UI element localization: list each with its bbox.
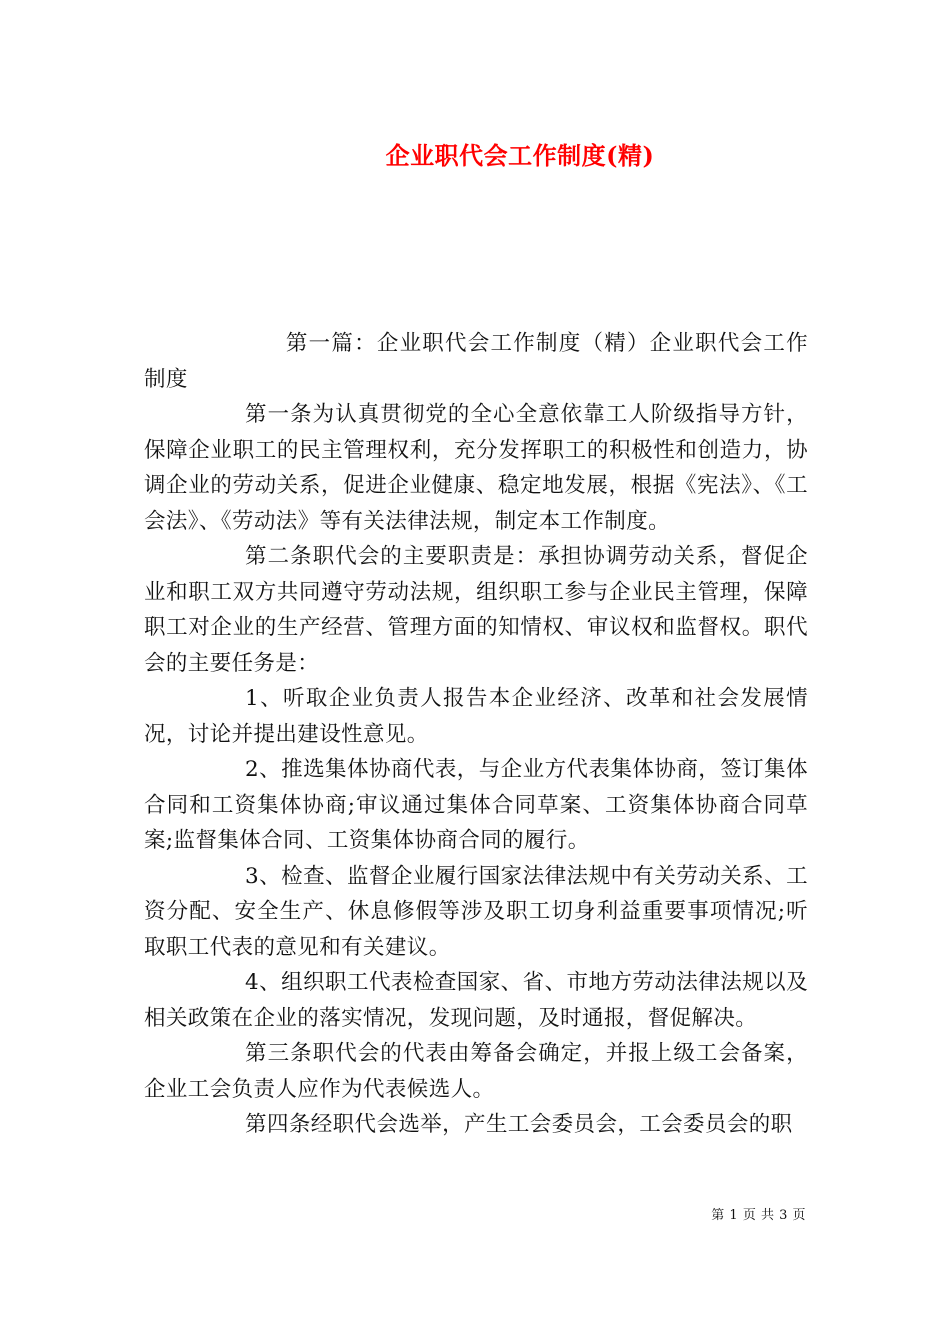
- paragraph-item-1: 1、听取企业负责人报告本企业经济、改革和社会发展情况，讨论并提出建设性意见。: [144, 686, 808, 747]
- paragraph-heading: 第一篇：企业职代会工作制度（精）企业职代会工作制度: [144, 331, 808, 392]
- paragraph-item-3: 3、检查、监督企业履行国家法律法规中有关劳动关系、工资分配、安全生产、休息修假等涉及职工切身利益重要事项情况;听取职工代表的意见和有关建议。: [144, 863, 808, 960]
- paragraph-article-2: 第二条职代会的主要职责是：承担协调劳动关系，督促企业和职工双方共同遵守劳动法规，组织职工参与企业民主管理，保障职工对企业的生产经营、管理方面的知情权、审议权和监督权。职代会的主要任务是：: [144, 544, 808, 676]
- paragraph-article-1: 第一条为认真贯彻党的全心全意依靠工人阶级指导方针，保障企业职工的民主管理权利，充分发挥职工的积极性和创造力，协调企业的劳动关系，促进企业健康、稳定地发展，根据《宪法》、《工会法》、《劳动法》等有关法律法规，制定本工作制度。: [144, 402, 808, 534]
- page-number: 第 1 页 共 3 页: [711, 1208, 806, 1223]
- paragraph-article-4: 第四条经职代会选举，产生工会委员会，工会委员会的职: [245, 1112, 793, 1137]
- paragraph-item-4: 4、组织职工代表检查国家、省、市地方劳动法律法规以及相关政策在企业的落实情况，发现问题，及时通报，督促解决。: [144, 970, 808, 1031]
- paragraph-article-3: 第三条职代会的代表由筹备会确定，并报上级工会备案，企业工会负责人应作为代表候选人。: [144, 1041, 808, 1102]
- document-body: [144, 326, 808, 1143]
- paragraph-item-2: 2、推选集体协商代表，与企业方代表集体协商，签订集体合同和工资集体协商;审议通过集体合同草案、工资集体协商合同草案;监督集体合同、工资集体协商合同的履行。: [144, 757, 808, 853]
- document-title: 企业职代会工作制度(精): [385, 141, 655, 170]
